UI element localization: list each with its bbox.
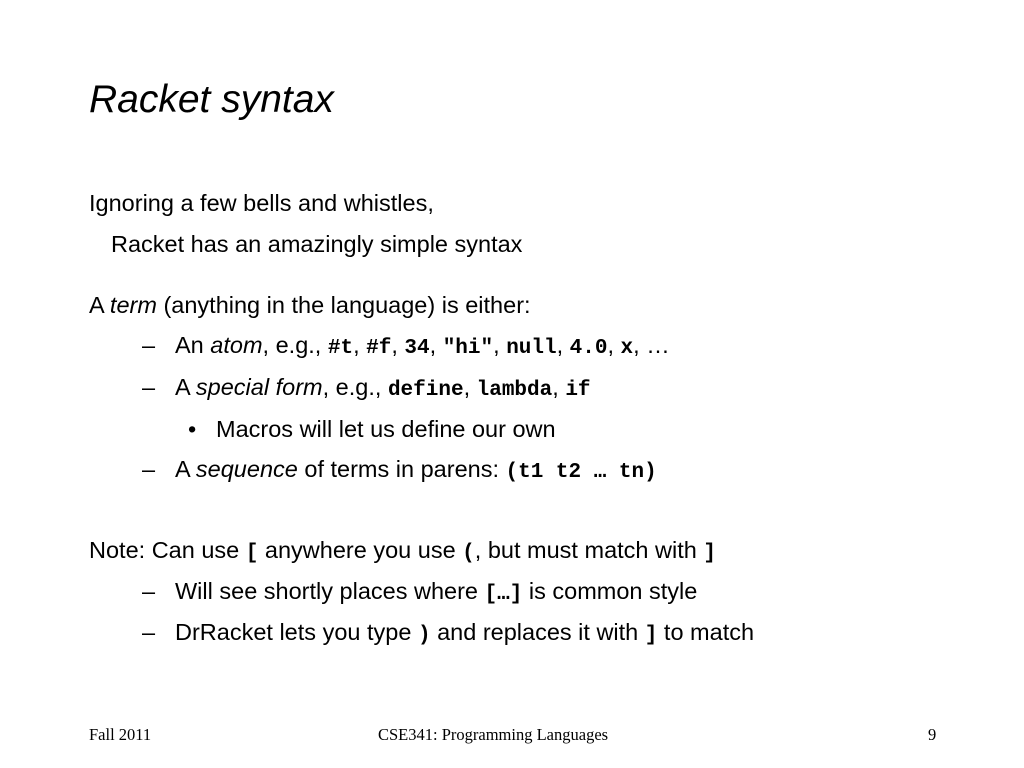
macros-text: Macros will let us define our own [216, 416, 556, 442]
special-example: lambda [476, 379, 553, 402]
atom-sep: , [556, 332, 570, 358]
atom-example: "hi" [442, 337, 494, 360]
atom-pre: An [175, 332, 211, 358]
atom-sep: , [607, 332, 621, 358]
atom-example: null [506, 337, 557, 360]
drracket-text-1: DrRacket lets you type [175, 619, 418, 645]
macros-line [188, 414, 556, 444]
note-line [89, 535, 716, 569]
intro-line-1: Ignoring a few bells and whistles, [89, 190, 434, 216]
atom-sep: , [353, 332, 367, 358]
drracket-text-3: to match [657, 619, 755, 645]
shortly-code: […] [484, 583, 523, 606]
term-post: (anything in the language) is either: [156, 292, 531, 318]
special-dash: – [142, 374, 156, 400]
special-italic: special form [195, 374, 323, 400]
shortly-text-2: is common style [522, 578, 698, 604]
atom-sep: , [391, 332, 405, 358]
atom-sep: , [429, 332, 443, 358]
bullet-icon: • [188, 416, 197, 442]
footer-left: Fall 2011 [89, 725, 152, 744]
atom-ellipsis: , … [633, 332, 670, 358]
footer-page-number: 9 [928, 725, 937, 744]
term-pre: A [89, 292, 110, 318]
sequence-italic: sequence [195, 456, 298, 482]
special-form-line [142, 372, 591, 406]
note-text-3: , but must match with [474, 537, 704, 563]
special-example: define [387, 379, 464, 402]
special-pre: A [175, 374, 196, 400]
atom-example: #t [327, 337, 354, 360]
term-line [89, 290, 531, 320]
note-text-2: anywhere you use [258, 537, 463, 563]
special-example: if [565, 379, 591, 402]
drracket-dash: – [142, 619, 156, 645]
atom-eg: , e.g., [262, 332, 328, 358]
note-text-1: Note: Can use [89, 537, 246, 563]
shortly-line [142, 576, 697, 610]
special-sep: , [552, 374, 566, 400]
note-code-3: ] [703, 542, 716, 565]
note-code-1: [ [245, 542, 259, 565]
atom-sep: , [493, 332, 507, 358]
atom-dash: – [142, 332, 156, 358]
atom-example: x [620, 337, 634, 360]
atom-line [142, 330, 670, 364]
sequence-code: (t1 t2 … tn) [505, 461, 657, 484]
atom-example: 4.0 [569, 337, 608, 360]
drracket-code-2: ] [644, 624, 658, 647]
sequence-dash: – [142, 456, 156, 482]
atom-italic: atom [210, 332, 263, 358]
atom-example: 34 [404, 337, 430, 360]
drracket-text-2: and replaces it with [430, 619, 645, 645]
special-eg: , e.g., [322, 374, 388, 400]
atom-example: #f [366, 337, 392, 360]
intro-line-2: Racket has an amazingly simple syntax [111, 231, 523, 257]
sequence-post: of terms in parens: [297, 456, 506, 482]
drracket-code-1: ) [417, 624, 431, 647]
shortly-text-1: Will see shortly places where [175, 578, 485, 604]
footer-center: CSE341: Programming Languages [378, 725, 609, 744]
term-italic: term [109, 292, 157, 318]
note-code-2: ( [462, 542, 475, 565]
shortly-dash: – [142, 578, 156, 604]
sequence-pre: A [175, 456, 196, 482]
special-sep: , [463, 374, 477, 400]
slide-title: Racket syntax [89, 78, 334, 121]
drracket-line [142, 617, 754, 651]
sequence-line [142, 454, 657, 488]
